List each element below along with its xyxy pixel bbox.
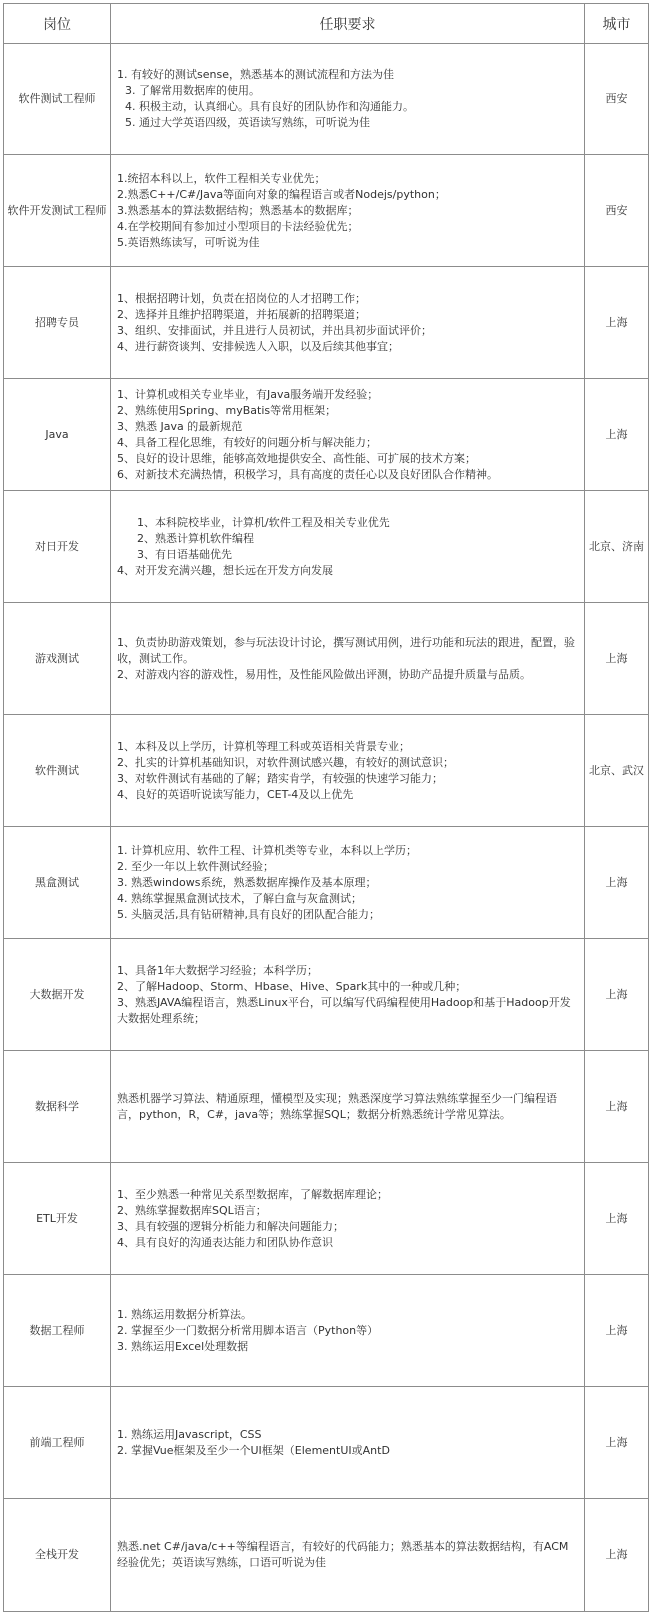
requirement-line: 4.在学校期间有参加过小型项目的卡法经验优先； [117, 219, 359, 233]
table-header-row [4, 4, 649, 44]
requirement-line: 1、计算机或相关专业毕业，有Java服务端开发经验； [117, 387, 379, 401]
table-row [4, 1275, 649, 1387]
table-row [4, 491, 649, 603]
table-row [4, 715, 649, 827]
requirement-line: 3、组织、安排面试，并且进行人员初试，并出具初步面试评价； [117, 323, 432, 337]
requirement-line: 1. 熟练运用Javascript，CSS [117, 1427, 262, 1441]
requirement-line: 3、具有较强的逻辑分析能力和解决问题能力； [117, 1219, 344, 1233]
requirement-line: 5、良好的设计思维，能够高效地提供安全、高性能、可扩展的技术方案； [117, 451, 476, 465]
city-cell: 西安 [585, 155, 649, 267]
position-cell: 招聘专员 [4, 267, 111, 379]
table-row [4, 1163, 649, 1275]
requirement-line: 4、进行薪资谈判、安排候选人入职，以及后续其他事宜； [117, 339, 399, 353]
requirement-line: 2、了解Hadoop、Storm、Hbase、Hive、Spark其中的一种或几种； [117, 979, 467, 993]
header-city: 城市 [585, 4, 649, 44]
position-cell: 软件测试 [4, 715, 111, 827]
requirement-line: 2、熟练使用Spring、myBatis等常用框架； [117, 403, 337, 417]
requirement-line: 3. 了解常用数据库的使用。 [125, 84, 260, 97]
requirement-line: 1、根据招聘计划，负责在招岗位的人才招聘工作； [117, 291, 366, 305]
requirement-line: 5. 通过大学英语四级，英语读写熟练，可听说为佳 [125, 116, 370, 129]
requirement-line: 4、具有良好的沟通表达能力和团队协作意识 [117, 1235, 333, 1249]
requirement-line: 4、具备工程化思维，有较好的问题分析与解决能力； [117, 435, 377, 449]
requirement-line: 2. 至少一年以上软件测试经验； [117, 859, 274, 873]
table-row [4, 939, 649, 1051]
requirement-line: 4、对开发充满兴趣，想长远在开发方向发展 [117, 563, 333, 577]
table-row [4, 827, 649, 939]
city-cell: 上海 [585, 827, 649, 939]
requirement-line: 4. 积极主动，认真细心。具有良好的团队协作和沟通能力。 [125, 100, 414, 113]
requirement-line: 3、对软件测试有基础的了解；踏实肯学，有较强的快速学习能力； [117, 771, 443, 785]
table-row [4, 379, 649, 491]
position-cell: 数据科学 [4, 1051, 111, 1163]
position-cell: 黑盒测试 [4, 827, 111, 939]
requirement-line: 3、熟悉 Java 的最新规范 [117, 419, 243, 433]
table-row [4, 267, 649, 379]
city-cell: 上海 [585, 1275, 649, 1387]
position-cell: 对日开发 [4, 491, 111, 603]
requirement-line: 4、良好的英语听说读写能力，CET-4及以上优先 [117, 787, 354, 801]
position-cell: 大数据开发 [4, 939, 111, 1051]
requirement-line: 5. 头脑灵活,具有钻研精神,具有良好的团队配合能力； [117, 907, 380, 921]
header-requirements: 任职要求 [111, 4, 585, 44]
requirement-line: 5.英语熟练读写，可听说为佳 [117, 235, 260, 249]
position-cell: ETL开发 [4, 1163, 111, 1275]
requirements-cell [111, 603, 585, 715]
requirement-line: 1.统招本科以上，软件工程相关专业优先； [117, 171, 326, 185]
table-row [4, 1387, 649, 1499]
requirement-line: 1、至少熟悉一种常见关系型数据库，了解数据库理论； [117, 1187, 388, 1201]
table-row [4, 44, 649, 155]
city-cell: 上海 [585, 379, 649, 491]
requirements-cell [111, 491, 585, 603]
table-row [4, 155, 649, 267]
requirements-cell [111, 1275, 585, 1387]
requirement-line: 熟悉机器学习算法、精通原理，懂模型及实现；熟悉深度学习算法熟练掌握至少一门编程语言，python，R，C#，java等；熟练掌握SQL；数据分析熟悉统计学常见算法。 [117, 1091, 557, 1121]
position-cell: 全栈开发 [4, 1499, 111, 1612]
requirements-cell [111, 267, 585, 379]
position-cell: 游戏测试 [4, 603, 111, 715]
requirement-line: 1、本科院校毕业，计算机/软件工程及相关专业优先 [137, 515, 390, 529]
requirement-line: 1. 有较好的测试sense，熟悉基本的测试流程和方法为佳 [117, 68, 394, 81]
city-cell: 上海 [585, 1387, 649, 1499]
requirements-cell [111, 1163, 585, 1275]
requirement-line: 熟悉.net C#/java/c++等编程语言，有较好的代码能力；熟悉基本的算法数据结构，有ACM经验优先；英语读写熟练，口语可听说为佳 [117, 1540, 569, 1569]
requirement-line: 3、有日语基础优先 [137, 547, 232, 561]
city-cell: 上海 [585, 939, 649, 1051]
requirements-cell [111, 1051, 585, 1163]
requirement-line: 3、熟悉JAVA编程语言，熟悉Linux平台，可以编写代码编程使用Hadoop和基于Hadoop开发大数据处理系统； [117, 995, 571, 1025]
requirement-line: 3.熟悉基本的算法数据结构；熟悉基本的数据库； [117, 203, 359, 217]
requirement-line: 2.熟悉C++/C#/Java等面向对象的编程语言或者Nodejs/python； [117, 187, 446, 201]
requirement-line: 4. 熟练掌握黑盒测试技术，了解白盒与灰盒测试； [117, 891, 362, 905]
requirement-line: 3. 熟练运用Excel处理数据 [117, 1339, 249, 1353]
requirement-line: 2、对游戏内容的游戏性，易用性，及性能风险做出评测，协助产品提升质量与品质。 [117, 667, 531, 681]
position-cell: 数据工程师 [4, 1275, 111, 1387]
requirements-cell [111, 379, 585, 491]
requirement-line: 2、选择并且维护招聘渠道，并拓展新的招聘渠道； [117, 307, 366, 321]
requirement-line: 2、熟练掌握数据库SQL语言； [117, 1203, 267, 1217]
requirement-line: 2、熟悉计算机软件编程 [137, 531, 254, 545]
requirements-cell [111, 44, 585, 155]
position-cell: 软件开发测试工程师 [4, 155, 111, 267]
city-cell: 北京、武汉 [585, 715, 649, 827]
position-cell: 前端工程师 [4, 1387, 111, 1499]
requirements-cell [111, 1499, 585, 1612]
position-cell: Java [4, 379, 111, 491]
city-cell: 上海 [585, 1051, 649, 1163]
requirements-cell [111, 939, 585, 1051]
requirement-line: 1、本科及以上学历，计算机等理工科或英语相关背景专业； [117, 739, 410, 753]
city-cell: 上海 [585, 267, 649, 379]
requirement-line: 2. 掌握至少一门数据分析常用脚本语言（Python等） [117, 1323, 379, 1337]
requirement-line: 1、负责协助游戏策划，参与玩法设计讨论，撰写测试用例，进行功能和玩法的跟进，配置，验收，测试工作。 [117, 635, 575, 665]
city-cell: 上海 [585, 603, 649, 715]
position-cell: 软件测试工程师 [4, 44, 111, 155]
requirement-line: 6、对新技术充满热情，积极学习，具有高度的责任心以及良好团队合作精神。 [117, 467, 498, 481]
job-requirements-table [3, 3, 649, 1612]
requirement-line: 1. 计算机应用、软件工程、计算机类等专业，本科以上学历； [117, 843, 417, 857]
requirement-line: 1. 熟练运用数据分析算法。 [117, 1307, 252, 1321]
requirement-line: 3. 熟悉windows系统，熟悉数据库操作及基本原理； [117, 875, 377, 889]
table-row [4, 1499, 649, 1612]
city-cell: 北京、济南 [585, 491, 649, 603]
city-cell: 上海 [585, 1163, 649, 1275]
requirement-line: 2、扎实的计算机基础知识，对软件测试感兴趣，有较好的测试意识； [117, 755, 454, 769]
city-cell: 西安 [585, 44, 649, 155]
table-row [4, 1051, 649, 1163]
requirement-line: 1、具备1年大数据学习经验；本科学历； [117, 963, 318, 977]
requirements-cell [111, 827, 585, 939]
city-cell: 上海 [585, 1499, 649, 1612]
requirements-cell [111, 715, 585, 827]
header-position: 岗位 [4, 4, 111, 44]
table-row [4, 603, 649, 715]
requirement-line: 2. 掌握Vue框架及至少一个UI框架（ElementUI或AntD [117, 1443, 390, 1457]
requirements-cell [111, 1387, 585, 1499]
requirements-cell [111, 155, 585, 267]
